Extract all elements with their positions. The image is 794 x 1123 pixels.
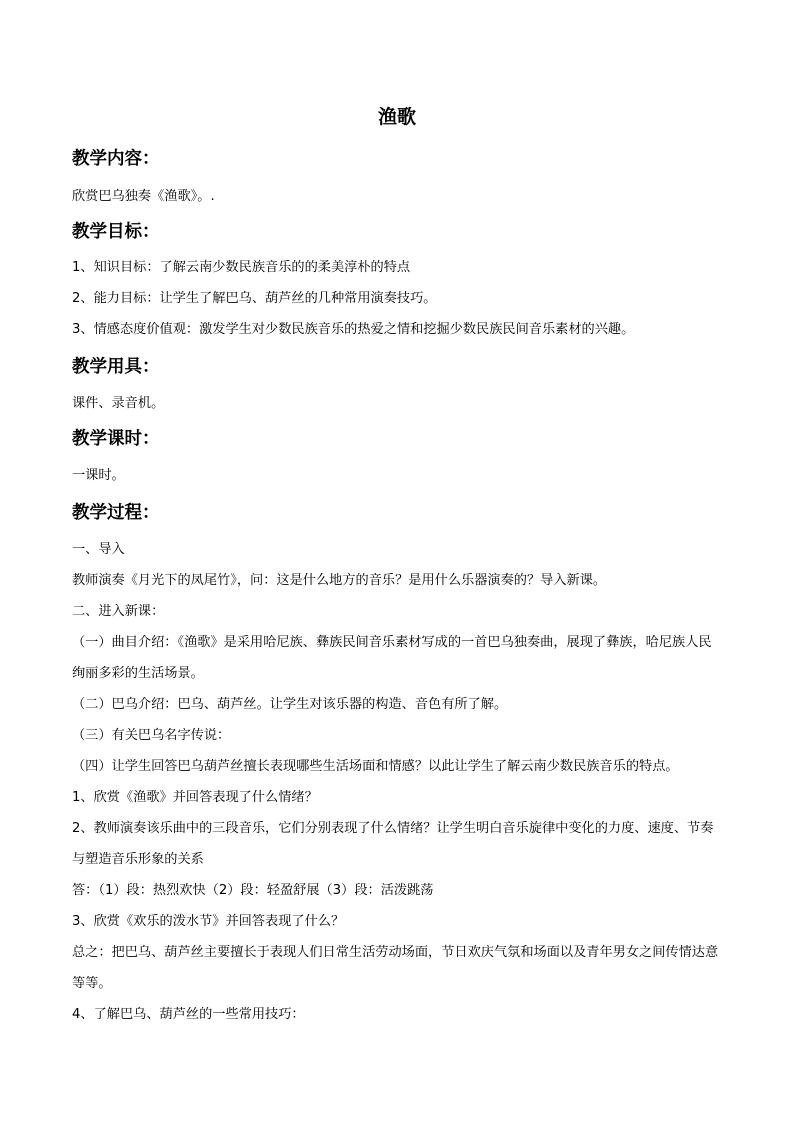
process-line-10: 答：（1）段：热烈欢快（2）段：轻盈舒展（3）段：活泼跳荡 xyxy=(72,883,434,898)
process-line-3: 二、进入新课： xyxy=(72,604,165,619)
process-line-9: 2、教师演奏该乐曲中的三段音乐，它们分别表现了什么情绪？让学生明白音乐旋律中变化的力度、速度、节奏与塑造音乐形象的关系 xyxy=(72,821,714,867)
tools-text: 课件、录音机。 xyxy=(72,396,165,411)
goal-item-2: 2、能力目标：让学生了解巴乌、葫芦丝的几种常用演奏技巧。 xyxy=(72,291,437,306)
process-line-13: 4、了解巴乌、葫芦丝的一些常用技巧： xyxy=(72,1007,305,1022)
process-line-1: 一、导入 xyxy=(72,542,125,557)
document-title: 渔歌 xyxy=(377,106,416,128)
process-line-8: 1、欣赏《渔歌》并回答表现了什么情绪？ xyxy=(72,790,318,805)
goal-item-1: 1、知识目标：了解云南少数民族音乐的的柔美淳朴的特点 xyxy=(72,260,411,275)
heading-hours: 教学课时： xyxy=(72,429,160,449)
process-line-6: （三）有关巴乌名字传说： xyxy=(72,728,231,743)
process-line-12: 总之：把巴乌、葫芦丝主要擅长于表现人们日常生活劳动场面，节日欢庆气氛和场面以及青年男女之间传情达意等等。 xyxy=(72,945,719,991)
heading-process: 教学过程： xyxy=(72,503,160,523)
heading-tools: 教学用具： xyxy=(72,357,160,377)
heading-goals: 教学目标： xyxy=(72,222,160,242)
process-line-5: （二）巴乌介绍：巴乌、葫芦丝。让学生对该乐器的构造、音色有所了解。 xyxy=(72,697,508,712)
heading-content: 教学内容： xyxy=(72,149,160,169)
goal-item-3: 3、情感态度价值观：激发学生对少数民族音乐的热爱之情和挖掘少数民族民间音乐素材的兴趣。 xyxy=(72,322,635,337)
process-line-2: 教师演奏《月光下的凤尾竹》，问：这是什么地方的音乐？是用什么乐器演奏的？导入新课。 xyxy=(72,573,607,588)
process-line-4: （一）曲目介绍：《渔歌》是采用哈尼族、彝族民间音乐素材写成的一首巴乌独奏曲，展现了彝族，哈尼族人民绚丽多彩的生活场景。 xyxy=(72,635,712,681)
process-line-7: （四）让学生回答巴乌葫芦丝擅长表现哪些生活场面和情感？以此让学生了解云南少数民族音乐的特点。 xyxy=(72,759,679,774)
process-line-11: 3、欣赏《欢乐的泼水节》并回答表现了什么？ xyxy=(72,914,345,929)
content-text: 欣赏巴乌独奏《渔歌》。. xyxy=(72,189,215,204)
hours-text: 一课时。 xyxy=(72,468,125,483)
